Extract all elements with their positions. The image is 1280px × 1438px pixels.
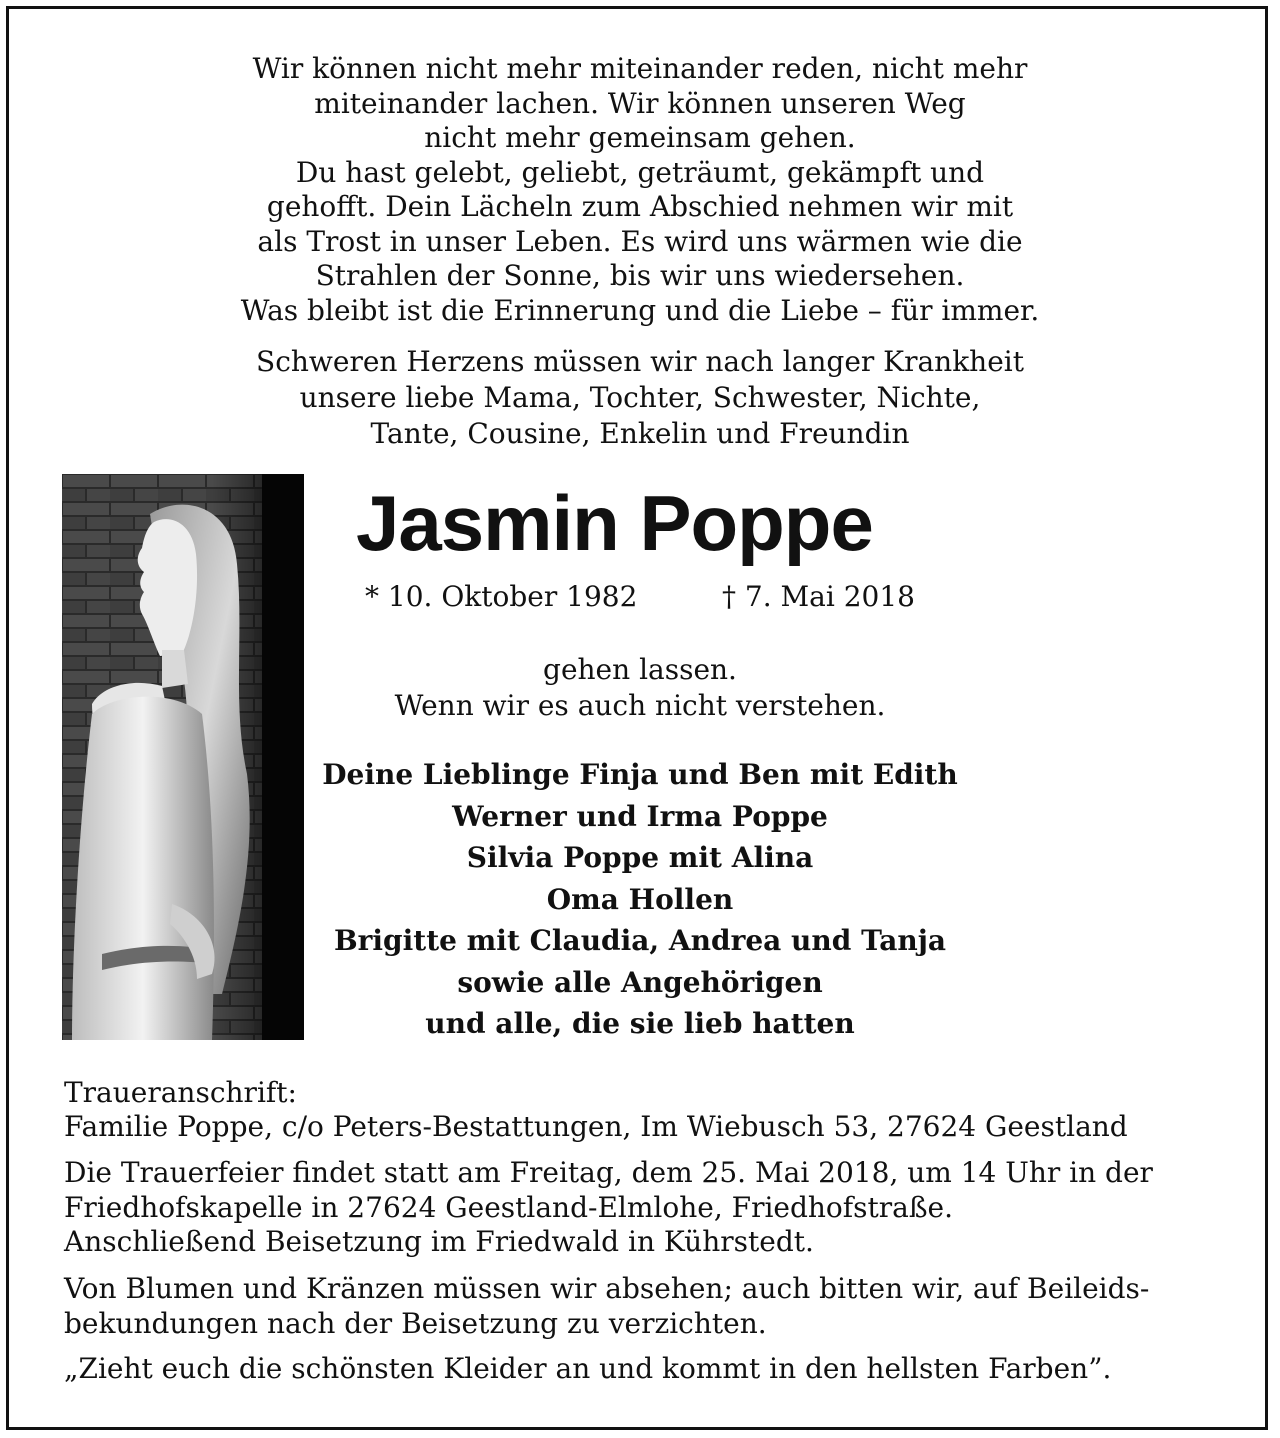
flowers-line: bekundungen nach der Beisetzung zu verzichten.: [64, 1306, 767, 1340]
mourner-line: Brigitte mit Claudia, Andrea und Tanja: [333, 924, 946, 957]
mourner-line: und alle, die sie lieb hatten: [425, 1007, 855, 1040]
mourning-address: [64, 1076, 1128, 1144]
poem-line: Was bleibt ist die Erinnerung und die Liebe – für immer.: [240, 293, 1040, 327]
intro-line: Schweren Herzens müssen wir nach langer Krankheit: [256, 345, 1024, 378]
poem-line: miteinander lachen. Wir können unseren Weg: [314, 86, 966, 120]
poem-line: nicht mehr gemeinsam gehen.: [424, 121, 856, 154]
flowers-request: [64, 1272, 1214, 1341]
ceremony-info: [64, 1156, 1214, 1260]
ceremony-line: Anschließend Beisetzung im Friedwald in Kührstedt.: [64, 1225, 814, 1258]
deceased-name: Jasmin Poppe: [356, 479, 873, 567]
address-label: Traueranschrift:: [64, 1076, 297, 1109]
farewell-line: gehen lassen.: [543, 653, 737, 686]
flowers-line: Von Blumen und Kränzen müssen wir absehen; auch bitten wir, auf Beileids-: [64, 1272, 1150, 1305]
intro-line: Tante, Cousine, Enkelin und Freundin: [370, 417, 910, 450]
poem-line: Du hast gelebt, geliebt, geträumt, gekämpft und: [295, 155, 985, 189]
poem-line: als Trost in unser Leben. Es wird uns wärmen wie die: [257, 224, 1023, 258]
mourners-list: [300, 754, 980, 1045]
poem-line: gehofft. Dein Lächeln zum Abschied nehmen wir mit: [266, 190, 1014, 223]
closing-quote: [64, 1352, 1214, 1387]
memorial-poem: [0, 52, 1280, 328]
quote-line: „Zieht euch die schönsten Kleider an und kommt in den hellsten Farben”.: [64, 1352, 1112, 1385]
mourner-line: Deine Lieblinge Finja und Ben mit Edith: [322, 758, 958, 791]
mourner-line: sowie alle Angehörigen: [457, 965, 823, 999]
address-line: Familie Poppe, c/o Peters-Bestattungen, Im Wiebusch 53, 27624 Geestland: [64, 1110, 1128, 1143]
poem-line: Strahlen der Sonne, bis wir uns wiedersehen.: [315, 259, 965, 292]
intro-line: unsere liebe Mama, Tochter, Schwester, Nichte,: [299, 381, 981, 414]
farewell-line: Wenn wir es auch nicht verstehen.: [394, 689, 886, 722]
mourner-line: Werner und Irma Poppe: [452, 799, 828, 833]
birth-date: * 10. Oktober 1982: [365, 580, 638, 613]
poem-line: Wir können nicht mehr miteinander reden, nicht mehr: [252, 52, 1028, 85]
mourner-line: Silvia Poppe mit Alina: [466, 841, 814, 874]
portrait-photo: [62, 474, 304, 1040]
ceremony-line: Die Trauerfeier findet statt am Freitag, dem 25. Mai 2018, um 14 Uhr in der: [64, 1156, 1153, 1189]
death-date: † 7. Mai 2018: [722, 580, 915, 613]
ceremony-line: Friedhofskapelle in 27624 Geestland-Elmlohe, Friedhofstraße.: [64, 1190, 954, 1224]
mourner-line: Oma Hollen: [546, 882, 734, 916]
announcement-intro: [0, 344, 1280, 452]
farewell-text: [340, 652, 940, 724]
